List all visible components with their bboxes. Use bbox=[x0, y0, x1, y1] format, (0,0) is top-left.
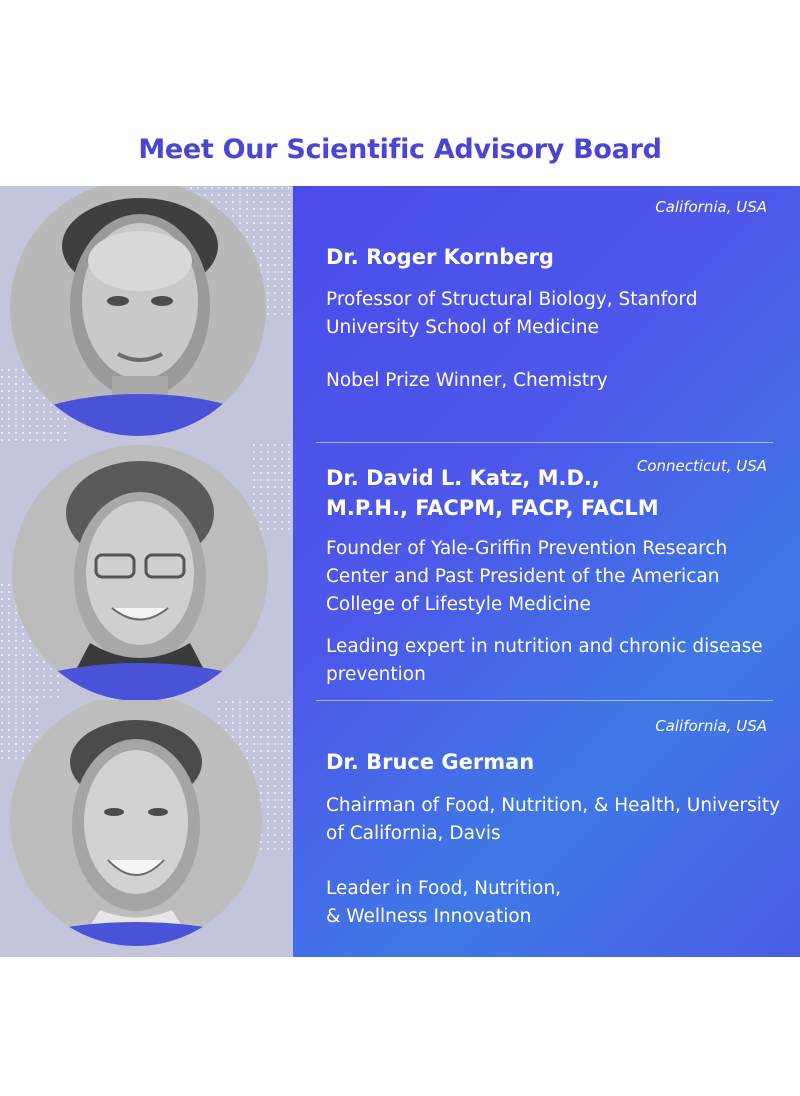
portrait-roger-kornberg bbox=[0, 186, 293, 443]
member-role: Founder of Yale-Griffin Prevention Research Center and Past President of the American College of Lifestyle Medicine bbox=[326, 538, 728, 615]
location-label: Connecticut, USA bbox=[636, 457, 767, 475]
photo-column bbox=[0, 186, 293, 957]
member-highlight-continued: & Wellness Innovation bbox=[326, 906, 532, 927]
member-highlight: Leader in Food, Nutrition, bbox=[326, 878, 562, 899]
member-role: Professor of Structural Biology, Stanford University School of Medicine bbox=[326, 289, 698, 338]
member-card bbox=[293, 186, 800, 443]
bio-panel bbox=[293, 186, 800, 957]
member-role: Chairman of Food, Nutrition, & Health, University of California, Davis bbox=[326, 795, 781, 844]
member-name-credentials: M.P.H., FACPM, FACP, FACLM bbox=[326, 496, 659, 520]
member-highlight: Nobel Prize Winner, Chemistry bbox=[326, 370, 608, 391]
member-name: Dr. Bruce German bbox=[326, 750, 535, 774]
location-label: California, USA bbox=[655, 717, 767, 735]
advisory-board bbox=[0, 186, 800, 957]
section-divider bbox=[316, 700, 773, 701]
page-title: Meet Our Scientific Advisory Board bbox=[138, 134, 662, 165]
portrait-photo bbox=[0, 443, 293, 700]
member-name: Dr. David L. Katz, M.D., bbox=[326, 466, 600, 490]
section-divider bbox=[316, 442, 773, 443]
member-card bbox=[293, 700, 800, 957]
member-card bbox=[293, 443, 800, 700]
location-label: California, USA bbox=[655, 198, 767, 216]
member-highlight: Leading expert in nutrition and chronic disease prevention bbox=[326, 636, 763, 685]
portrait-bruce-german bbox=[0, 700, 293, 957]
portrait-david-katz bbox=[0, 443, 293, 700]
portrait-photo bbox=[0, 700, 293, 957]
member-name: Dr. Roger Kornberg bbox=[326, 245, 554, 269]
portrait-photo bbox=[0, 186, 293, 443]
